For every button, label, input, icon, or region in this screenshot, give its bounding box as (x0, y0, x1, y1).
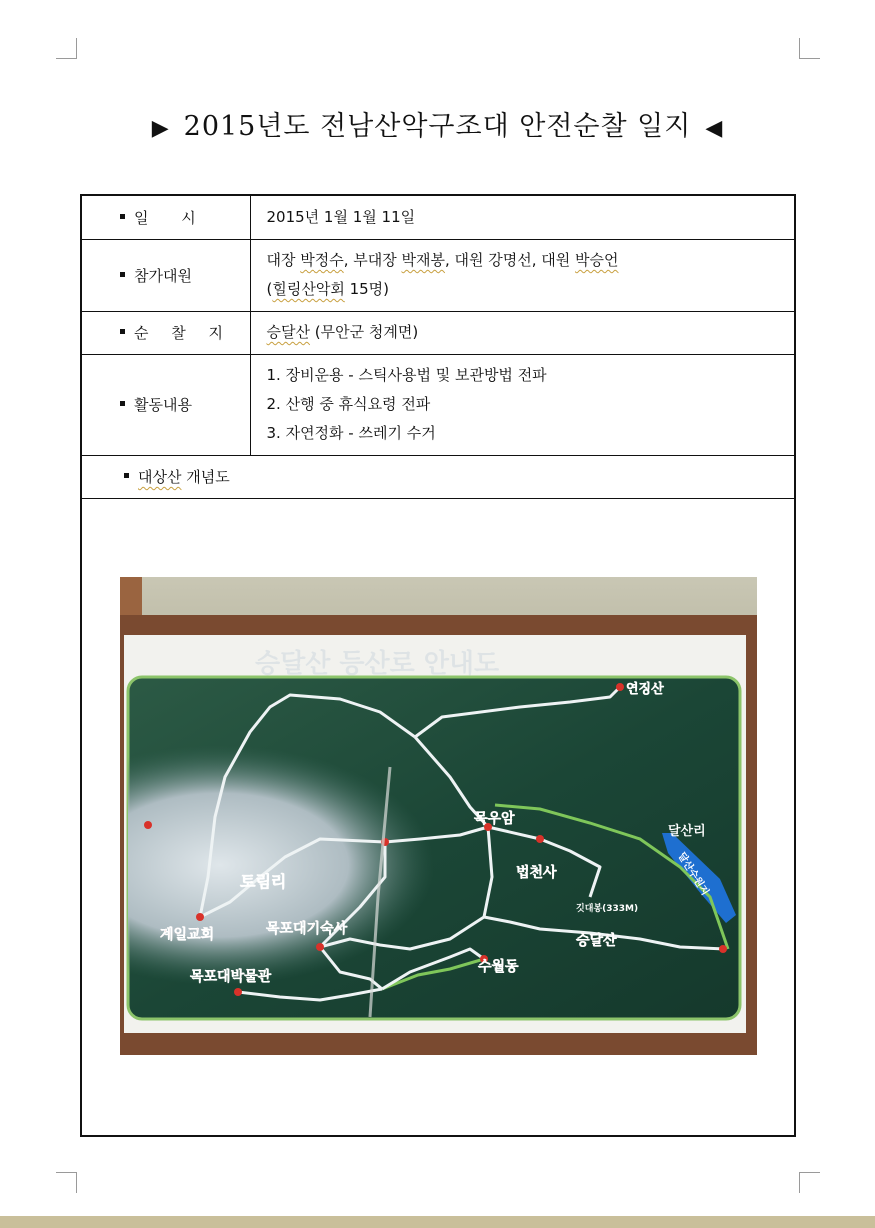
place-label: 법천사 (516, 864, 557, 881)
place-label: 달산리 (668, 823, 706, 839)
place-label: 목포대박물관 (190, 968, 272, 985)
marker-dot (196, 913, 204, 921)
bullet-icon (124, 473, 129, 478)
members-line (267, 275, 795, 304)
table-row (81, 455, 795, 498)
table-row (81, 311, 795, 354)
page-corner-mark (56, 38, 77, 59)
site-value (250, 311, 795, 354)
mountain-name: 대상산 (138, 468, 182, 486)
table-row (81, 239, 795, 311)
place-label: 수월동 (478, 958, 519, 975)
members-text: ( (266, 280, 273, 298)
place-label: 목우암 (474, 810, 515, 827)
place-label: 승달산 (576, 932, 617, 949)
date-value: 2015년 1월 1월 11일 (250, 195, 795, 239)
club-name: 힐링산악회 (272, 280, 345, 298)
date-label-cell (81, 195, 250, 239)
page-corner-mark (799, 1172, 820, 1193)
place-label: 깃대봉(333M) (576, 903, 639, 914)
marker-dot (234, 988, 242, 996)
marker-dot (316, 943, 324, 951)
members-text: 15명) (344, 280, 390, 298)
bullet-icon (120, 401, 125, 406)
document-title (0, 104, 875, 143)
footer-band (0, 1216, 875, 1228)
members-value (250, 239, 795, 311)
document-title-text: 2015년도 전남산악구조대 안전순찰 일지 (183, 111, 692, 142)
table-row (81, 354, 795, 455)
members-text: , 대원 강명선, 대원 (445, 251, 576, 269)
site-label-cell (81, 311, 250, 354)
date-label: 일 시 (134, 208, 210, 227)
town-area (128, 677, 740, 1019)
activity-item: 2. 산행 중 휴식요령 전파 (266, 395, 431, 413)
mountain-name: 승달산 (266, 323, 310, 341)
map-section-text: 개념도 (181, 468, 230, 486)
patrol-log-table (80, 194, 796, 1137)
marker-dot (719, 945, 727, 953)
members-line (267, 246, 795, 275)
marker-dot (144, 821, 152, 829)
members-text: , 부대장 (343, 251, 402, 269)
bullet-icon (120, 329, 125, 334)
bullet-icon (120, 214, 125, 219)
trail-map-photo (120, 577, 757, 1055)
activity-list (250, 354, 795, 455)
members-label-cell (81, 239, 250, 311)
members-text: 대장 (266, 251, 301, 269)
place-label: 토림리 (240, 871, 287, 891)
table-row (81, 195, 795, 239)
page-corner-mark (799, 38, 820, 59)
activity-item: 1. 장비운용 - 스틱사용법 및 보관방법 전파 (266, 366, 547, 384)
marker-dot (616, 683, 624, 691)
marker-dot (536, 835, 544, 843)
member-name: 박재봉 (401, 251, 445, 269)
activity-item: 3. 자연정화 - 쓰레기 수거 (266, 424, 436, 442)
member-name: 박정수 (300, 251, 344, 269)
map-photo-cell (81, 498, 795, 1136)
members-label: 참가대원 (134, 266, 192, 285)
place-label: 목포대기숙사 (266, 920, 348, 937)
site-text: (무안군 청계면) (309, 323, 419, 341)
place-label: 계일교회 (160, 926, 215, 943)
place-label: 연징산 (626, 681, 664, 697)
triangle-right-icon: ▶ (151, 116, 170, 141)
triangle-left-icon: ◀ (705, 116, 724, 141)
site-label: 순 찰 지 (134, 324, 233, 342)
table-row (81, 498, 795, 1136)
activity-label-cell (81, 354, 250, 455)
member-name: 박승언 (575, 251, 619, 269)
activity-label: 활동내용 (134, 396, 192, 414)
page-corner-mark (56, 1172, 77, 1193)
map-section-label (81, 455, 795, 498)
place-label: 달산수원지 (675, 850, 711, 898)
trail-map-svg (120, 577, 757, 1055)
bullet-icon (120, 272, 125, 277)
sign-title: 승달산 등산로 안내도 (255, 648, 500, 679)
